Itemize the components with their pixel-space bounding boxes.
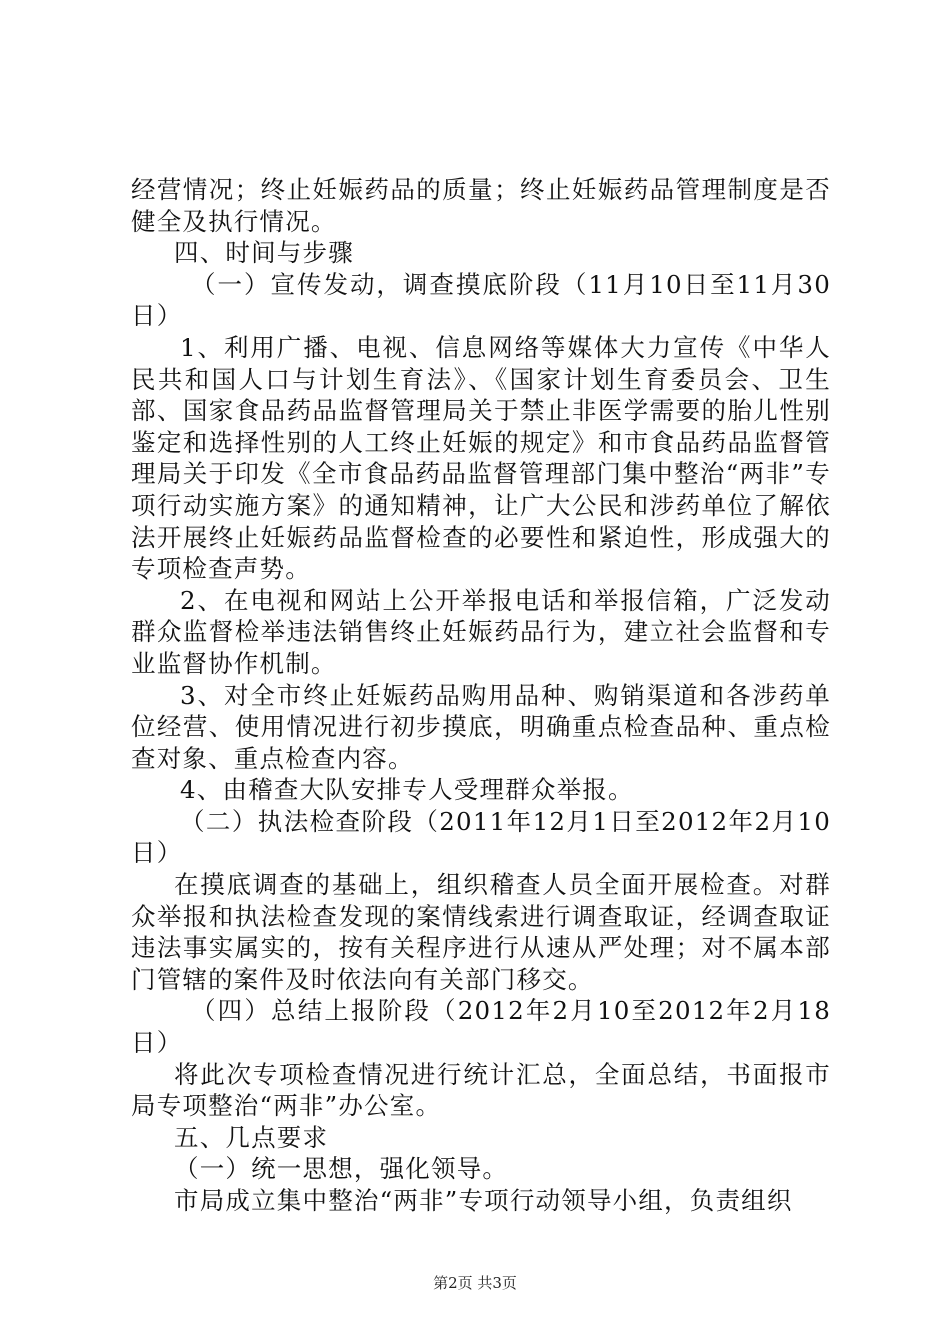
- paragraph-continuation: 经营情况；终止妊娠药品的质量；终止妊娠药品管理制度是否健全及执行情况。: [131, 175, 831, 236]
- paragraph-item-1: 1、利用广播、电视、信息网络等媒体大力宣传《中华人民共和国人口与计划生育法》、《国家计划生育委员会、卫生部、国家食品药品监督管理局关于禁止非医学需要的胎儿性别鉴定和选择性别的人工终止妊娠的规定》和市食品药品监督管理局关于印发《全市食品药品监督管理部门集中整治“两非”专项行动实施方案》的通知精神，让广大公民和涉药单位了解依法开展终止妊娠药品监督检查的必要性和紧迫性，形成强大的专项检查声势。: [131, 332, 831, 584]
- stage-heading-two: （二）执法检查阶段（2011年12月1日至2012年2月10日）: [131, 806, 831, 868]
- paragraph-item-2: 2、在电视和网站上公开举报电话和举报信箱，广泛发动群众监督检举违法销售终止妊娠药品行为，建立社会监督和专业监督协作机制。: [131, 585, 831, 678]
- page-number-footer: 第2页 共3页: [433, 1274, 517, 1292]
- paragraph-inspection: 在摸底调查的基础上，组织稽查人员全面开展检查。对群众举报和执法检查发现的案情线索进行调查取证，经调查取证违法事实属实的，按有关程序进行从速从严处理；对不属本部门管辖的案件及时依法向有关部门移交。: [131, 870, 831, 994]
- stage-heading-one: （一）宣传发动，调查摸底阶段（11月10日至11月30日）: [131, 269, 831, 331]
- section-heading-four: 四、时间与步骤: [174, 238, 354, 268]
- paragraph-item-3: 3、对全市终止妊娠药品购用品种、购销渠道和各涉药单位经营、使用情况进行初步摸底，明确重点检查品种、重点检查对象、重点检查内容。: [131, 680, 831, 773]
- section-heading-five: 五、几点要求: [174, 1122, 329, 1152]
- paragraph-item-4: 4、由稽查大队安排专人受理群众举报。: [180, 775, 634, 805]
- document-body: [131, 174, 831, 1217]
- paragraph-summary: 将此次专项检查情况进行统计汇总，全面总结，书面报市局专项整治“两非”办公室。: [131, 1059, 831, 1121]
- requirement-heading-one: （一）统一思想，强化领导。: [174, 1154, 509, 1184]
- paragraph-leadership: 市局成立集中整治“两非”专项行动领导小组，负责组织: [174, 1186, 793, 1215]
- stage-heading-four: （四）总结上报阶段（2012年2月10至2012年2月18日）: [131, 996, 831, 1058]
